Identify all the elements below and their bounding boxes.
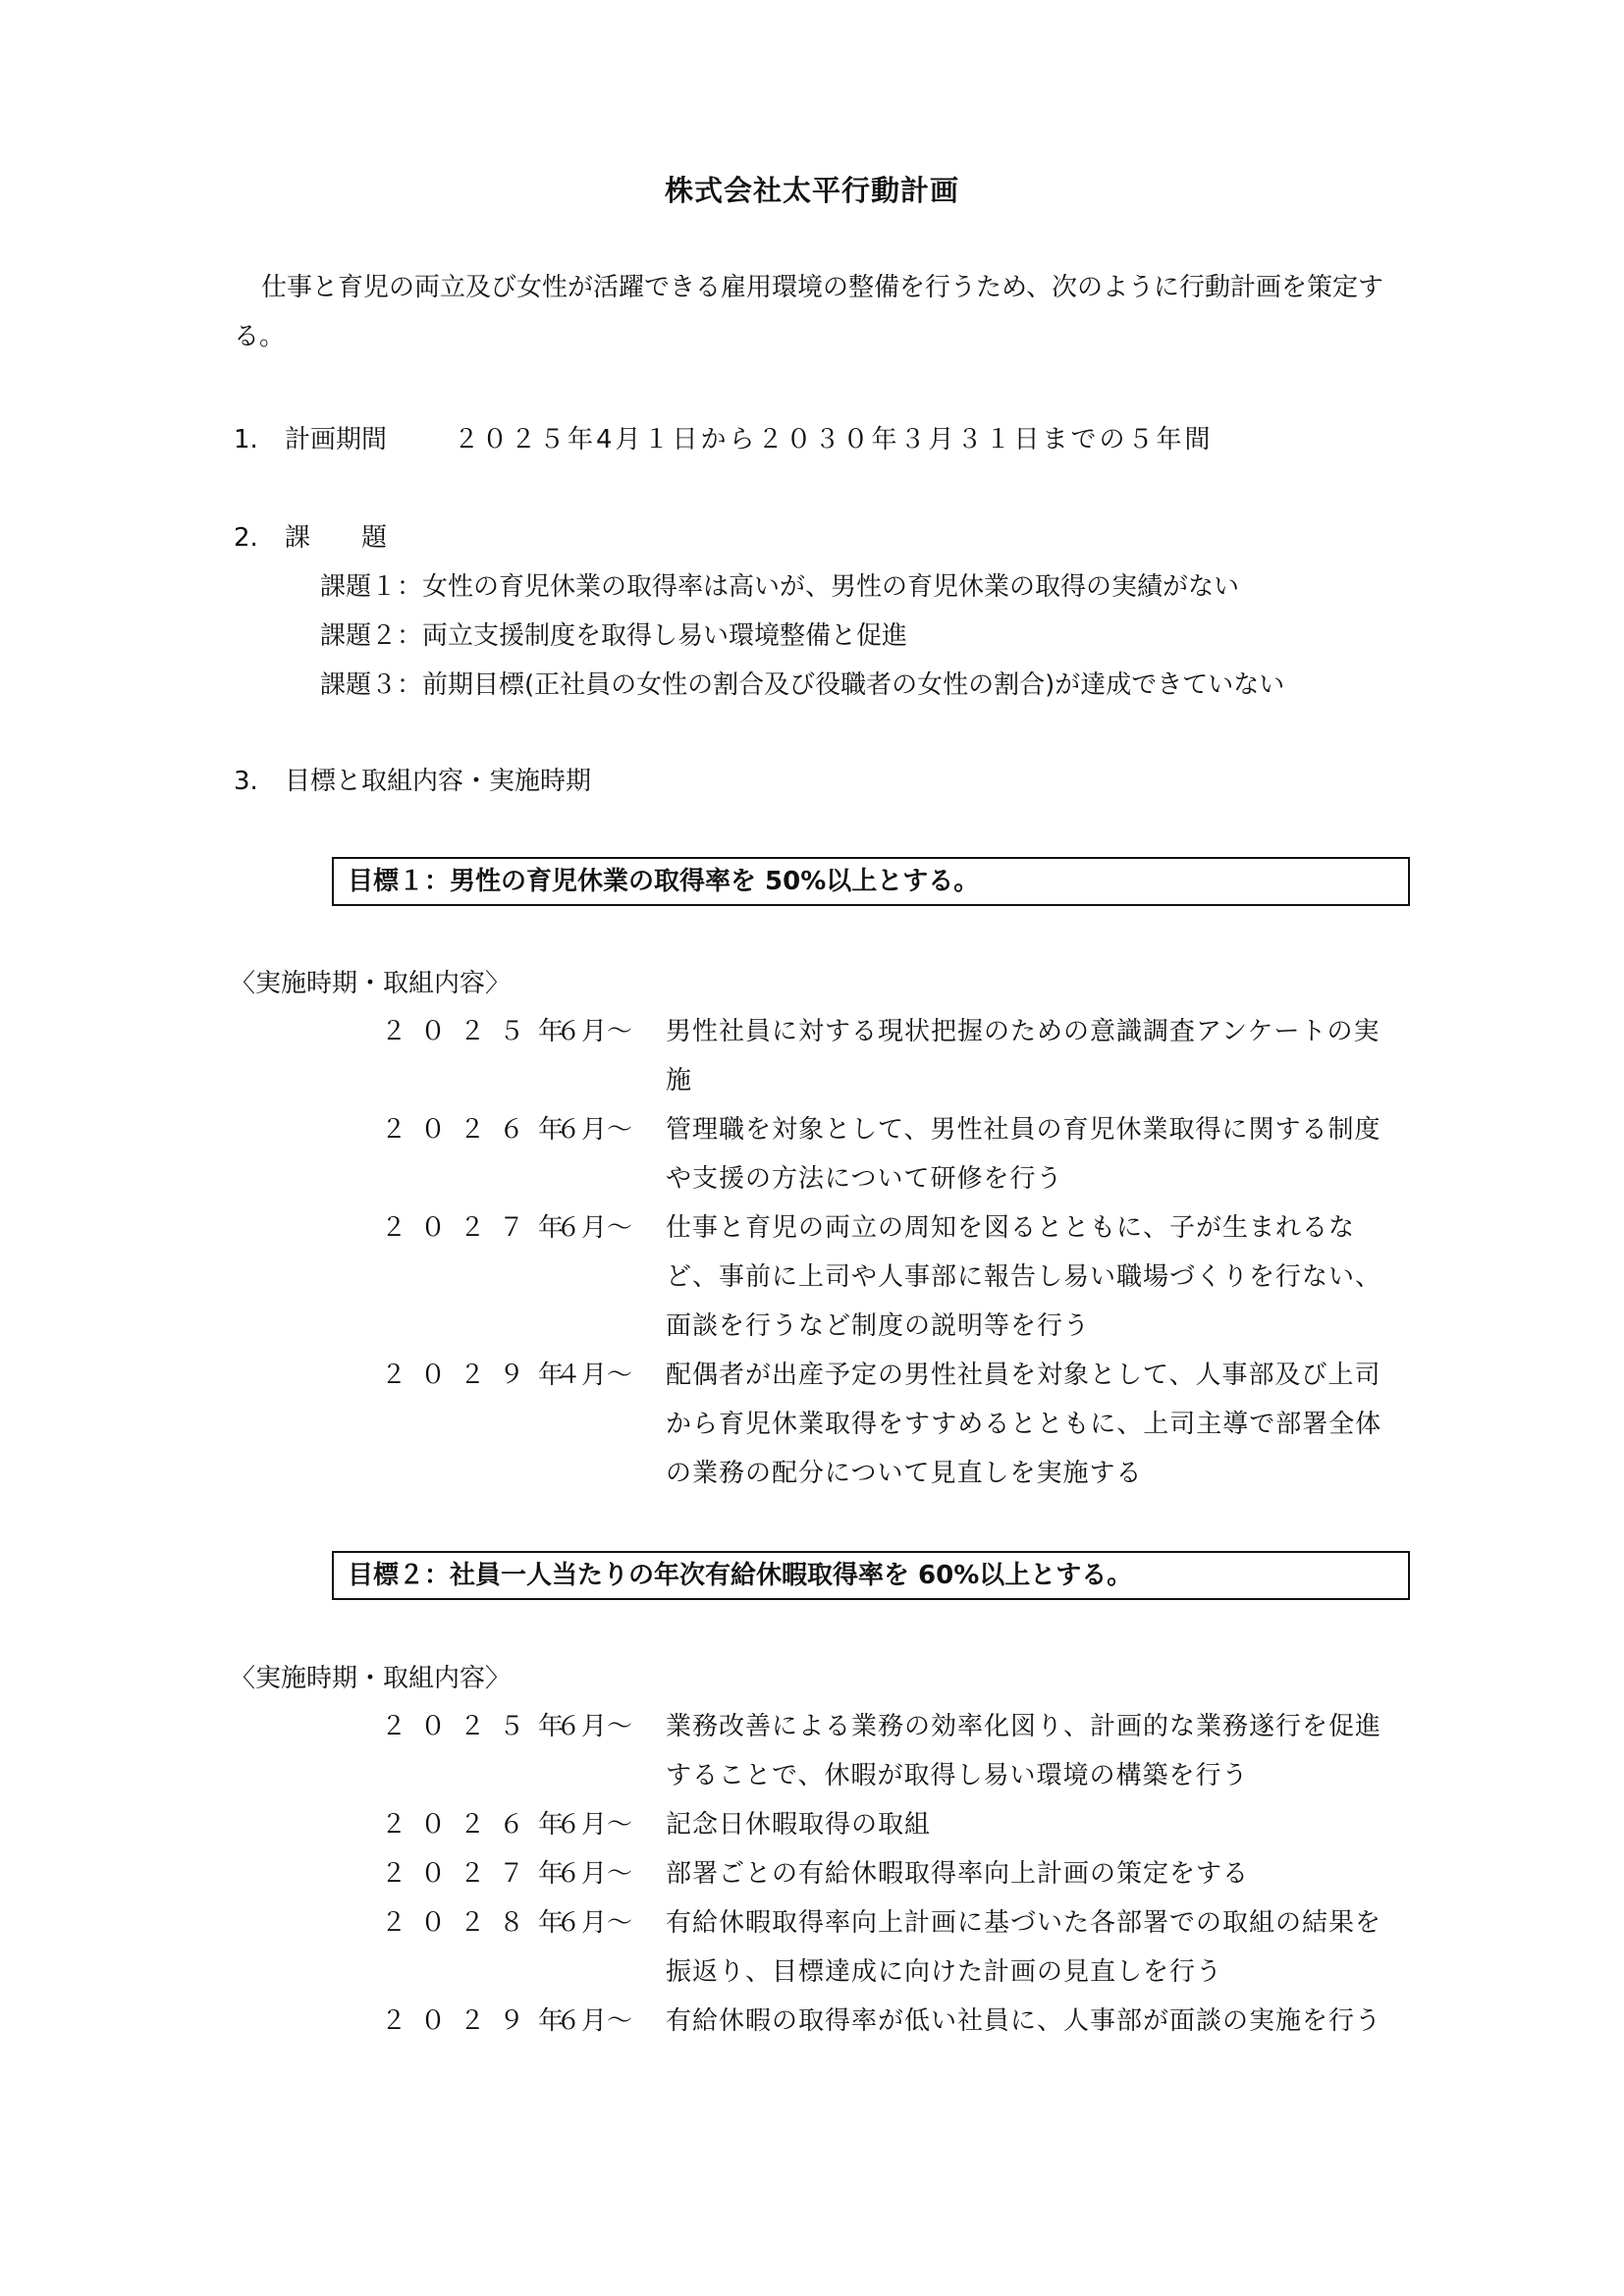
- goal-1-box: 目標１：男性の育児休業の取得率を 50%以上とする。: [332, 857, 1410, 906]
- schedule-month: ６月～: [556, 1115, 633, 1145]
- schedule-year: ２０２８年: [381, 1908, 578, 1938]
- schedule-description: 配偶者が出産予定の男性社員を対象として、人事部及び上司から育児休業取得をすすめるとともに、上司主導で部署全体の業務の配分について見直しを実施する: [666, 1361, 1382, 1488]
- schedule-month: ４月～: [556, 1361, 633, 1390]
- schedule-description: 管理職を対象として、男性社員の育児休業取得に関する制度や支援の方法について研修を行う: [666, 1115, 1381, 1194]
- intro-paragraph: 仕事と育児の両立及び女性が活躍できる雇用環境の整備を行うため、次のように行動計画を策定する。: [234, 273, 1383, 351]
- schedule-year: ２０２９年: [381, 1361, 578, 1390]
- section-number: 3.: [234, 767, 258, 796]
- section-label: 目標と取組内容・実施時期: [285, 767, 592, 796]
- section-label: 課 題: [285, 523, 388, 553]
- schedule-month: ６月～: [556, 1213, 633, 1243]
- schedule-description: 有給休暇取得率向上計画に基づいた各部署での取組の結果を振返り、目標達成に向けた計画の見直しを行う: [666, 1908, 1382, 1987]
- document-title: 株式会社太平行動計画: [664, 174, 959, 207]
- schedule-description: 部署ごとの有給休暇取得率向上計画の策定をする: [666, 1859, 1250, 1889]
- schedule-year: ２０２６年: [381, 1810, 578, 1840]
- section-label: 計画期間: [285, 425, 388, 454]
- schedule-month: ６月～: [556, 1859, 633, 1889]
- schedule-description: 記念日休暇取得の取組: [666, 1810, 932, 1840]
- schedule-month: ６月～: [556, 1810, 633, 1840]
- schedule-month: ６月～: [556, 1712, 633, 1741]
- schedule-description: 仕事と育児の両立の周知を図るとともに、子が生まれるなど、事前に上司や人事部に報告し易い職場づくりを行ない、面談を行うなど制度の説明等を行う: [666, 1213, 1382, 1341]
- goal-2-box: 目標２：社員一人当たりの年次有給休暇取得率を 60%以上とする。: [332, 1551, 1410, 1600]
- issue-item: 課題２：両立支援制度を取得し易い環境整備と促進: [320, 621, 908, 651]
- section-plan-period: [234, 422, 1214, 457]
- plan-period-value: ２０２５年4月１日から２０３０年３月３１日までの５年間: [454, 425, 1214, 454]
- schedule-month: ６月～: [556, 1017, 633, 1046]
- schedule-year: ２０２９年: [381, 2006, 578, 2036]
- schedule-month: ６月～: [556, 1908, 633, 1938]
- section-issues: [234, 520, 387, 556]
- issue-item: 課題３：前期目標(正社員の女性の割合及び役職者の女性の割合)が達成できていない: [320, 670, 1285, 700]
- schedule-year: ２０２５年: [381, 1712, 578, 1741]
- schedule-year: ２０２７年: [381, 1213, 578, 1243]
- schedule-label: 〈実施時期・取組内容〉: [230, 1664, 512, 1693]
- schedule-year: ２０２５年: [381, 1017, 578, 1046]
- section-goals-heading: [234, 764, 591, 799]
- schedule-description: 有給休暇の取得率が低い社員に、人事部が面談の実施を行う: [666, 2006, 1382, 2036]
- section-number: 2.: [234, 523, 258, 553]
- schedule-year: ２０２６年: [381, 1115, 578, 1145]
- schedule-description: 男性社員に対する現状把握のための意識調査アンケートの実施: [666, 1017, 1380, 1095]
- issue-item: 課題１：女性の育児休業の取得率は高いが、男性の育児休業の取得の実績がない: [320, 572, 1240, 602]
- schedule-description: 業務改善による業務の効率化図り、計画的な業務遂行を促進することで、休暇が取得し易い環境の構築を行う: [666, 1712, 1382, 1790]
- schedule-year: ２０２７年: [381, 1859, 578, 1889]
- schedule-month: ６月～: [556, 2006, 633, 2036]
- section-number: 1.: [234, 425, 258, 454]
- schedule-label: 〈実施時期・取組内容〉: [230, 969, 512, 998]
